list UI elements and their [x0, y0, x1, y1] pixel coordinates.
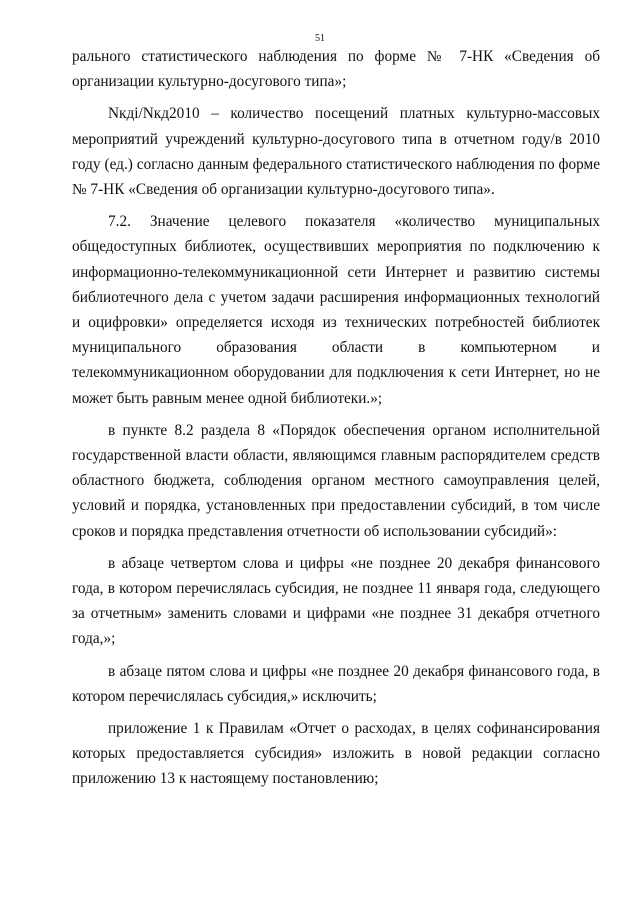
- page-number: 51: [315, 33, 325, 44]
- paragraph-section-8-2: в пункте 8.2 раздела 8 «Порядок обеспечения органом исполнительной государственной власти области, являющимся главным распорядителем средств областного бюджета, соблюдения органом местного самоуправления целей, условий и порядка, установленных при предоставлении субсидий, в том числе сроков и порядка представления отчетности об использовании субсидий»:: [72, 421, 600, 540]
- document-body: [72, 44, 600, 792]
- paragraph-appendix-1: приложение 1 к Правилам «Отчет о расходах, в целях софинансирования которых предоставляется субсидия» изложить в новой редакции согласно приложению 13 к настоящему постановлению;: [72, 720, 600, 788]
- paragraph-abzac-fifth: в абзаце пятом слова и цифры «не позднее 20 декабря финансового года, в котором перечислялась субсидия,» исключить;: [72, 662, 600, 705]
- paragraph-formula-definition: Nкдi/Nкд2010 – количество посещений платных культурно-массовых мероприятий учреждений культурно-досугового типа в отчетном году/в 2010 году (ед.) согласно данным федерального статистического наблюдения по форме № 7-НК «Сведения об организации культурно-досугового типа».: [72, 105, 600, 199]
- paragraph-continuation: рального статистического наблюдения по форме № 7-НК «Сведения об организации культурно-досугового типа»;: [72, 48, 600, 91]
- paragraph-abzac-fourth: в абзаце четвертом слова и цифры «не позднее 20 декабря финансового года, в котором перечислялась субсидия, не позднее 11 января года, следующего за отчетным» заменить словами и цифрами «не позднее 31 декабря отчетного года,»;: [72, 554, 600, 648]
- paragraph-section-7-2: 7.2. Значение целевого показателя «количество муниципальных общедоступных библиотек, осуществивших мероприятия по подключению к информационно-телекоммуникационной сети Интернет и развитию системы библиотечного дела с учетом задачи расширения информационных технологий и оцифровки» определяется исходя из технических потребностей библиотек муниципального образования области в компьютерном и телекоммуникационном оборудовании для подключения к сети Интернет, но не может быть равным менее одной библиотеки.»;: [72, 213, 600, 407]
